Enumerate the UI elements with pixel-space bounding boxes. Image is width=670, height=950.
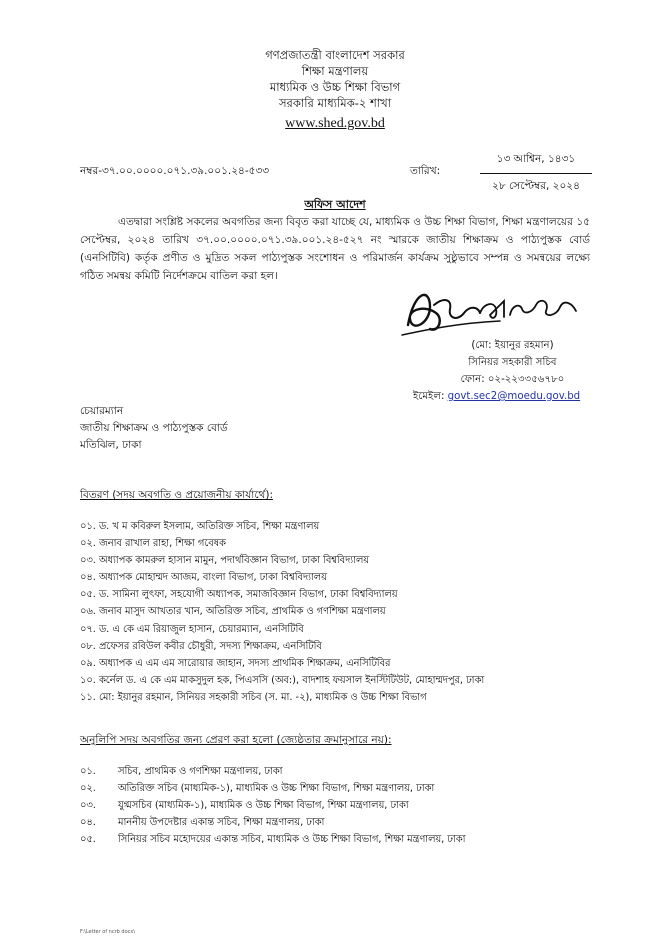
signatory-email-line <box>413 388 590 405</box>
item-number: ০২. <box>80 783 96 795</box>
item-number: ০১. <box>80 766 96 777</box>
list-item: ০৯. অধ্যাপক এ এম এম সারোয়ার জাহান, সদস্য প্রাথমিক শিক্ষাক্রম, এনসিটিবির <box>80 657 391 669</box>
copy-list <box>80 763 465 848</box>
list-item: ০৪. অধ্যাপক মোহাম্মদ আজম, বাংলা বিভাগ, ঢাকা বিশ্ববিদ্যালয় <box>80 572 327 584</box>
recipient-address: মতিঝিল, ঢাকা <box>80 439 142 451</box>
letterhead <box>0 47 670 135</box>
list-item: ০৫. ড. সামিনা লুৎফা, সহযোগী অধ্যাপক, সমাজবিজ্ঞান বিভাগ, ঢাকা বিশ্ববিদ্যালয় <box>80 589 398 601</box>
item-number: ০৫. <box>80 834 96 846</box>
item-text: মাননীয় উপদেষ্টার একান্ত সচিব, শিক্ষা মন্ত্রণালয়, ঢাকা <box>118 817 325 829</box>
list-item: ০৩. অধ্যাপক কামরুল হাসান মামুন, পদার্থবিজ্ঞান বিভাগ, ঢাকা বিশ্ববিদ্যালয় <box>80 555 370 567</box>
item-text: সিনিয়র সচিব মহোদয়ের একান্ত সচিব, মাধ্যমিক ও উচ্চ শিক্ষা বিভাগ, শিক্ষা মন্ত্রণালয়, ঢাকা <box>118 834 466 846</box>
item-text: যুগ্মসচিব (মাধ্যমিক-১), মাধ্যমিক ও উচ্চ শিক্ষা বিভাগ, শিক্ষা মন্ত্রণালয়, ঢাকা <box>118 800 409 812</box>
signatory-designation: সিনিয়র সহকারী সচিব <box>468 357 557 368</box>
signatory-name: (মো: ইয়ানুর রহমান) <box>471 340 554 351</box>
list-item <box>80 780 465 797</box>
date-block <box>480 152 592 196</box>
list-item: ০৮. প্রফেসর রবিউল কবীর চৌধুরী, সদস্য শিক্ষাক্রম, এনসিটিবি <box>80 640 322 652</box>
order-body: এতদ্বারা সংশ্লিষ্ট সকলের অবগতির জন্য বিবৃত করা যাচ্ছে যে, মাধ্যমিক ও উচ্চ শিক্ষা বিভাগ, শিক্ষা মন্ত্রণালয়ের ১৫ সেপ্টেম্বর, ২০২৪ তারিখ ৩৭.০০.০০০০.০৭১.৩৯.০০১.২৪-৫২৭ নং স্মারকে জাতীয় শিক্ষাক্রম ও পাঠ্যপুস্তক বোর্ড (এনসিটিবি) কর্তৃক প্রণীত ও মুদ্রিত সকল পাঠ্যপুস্তক সংশোধন ও পরিমার্জন কার্যক্রম সুষ্ঠুভাবে সম্পন্ন ও সমন্বয়ের লক্ষ্যে গঠিত সমন্বয় কমিটি নির্দেশক্রমে বাতিল করা হল। <box>80 216 590 282</box>
item-number: ০৪. <box>80 817 96 829</box>
date-english: ২৮ সেপ্টেম্বর, ২০২৪ <box>492 180 580 192</box>
distribution-list <box>80 518 484 706</box>
signatory-phone: ফোন: ০২-২২৩৩৫৬৭৮০ <box>460 374 565 385</box>
list-item <box>80 763 465 780</box>
item-text: অতিরিক্ত সচিব (মাধ্যমিক-১), মাধ্যমিক ও উচ্চ শিক্ষা বিভাগ, শিক্ষা মন্ত্রণালয়, ঢাকা <box>118 783 435 795</box>
item-text: সচিব, প্রাথমিক ও গণশিক্ষা মন্ত্রণালয়, ঢাকা <box>118 766 283 777</box>
list-item: ০৭. ড. এ কে এম রিয়াজুল হাসান, চেয়ারম্যান, এনসিটিবি <box>80 623 304 635</box>
govt-name: গণপ্রজাতন্ত্রী বাংলাদেশ সরকার <box>265 48 405 62</box>
email-link[interactable]: govt.sec2@moedu.gov.bd <box>447 391 581 402</box>
signature-scribble <box>400 283 590 343</box>
distribution-title: বিতরণ (সদয় অবগতি ও প্রয়োজনীয় কার্যার্থে): <box>80 489 273 501</box>
date-label: তারিখ: <box>410 165 441 177</box>
file-path-footer: F:\Letter of ncrb docx\ <box>80 929 136 935</box>
item-number: ০৩. <box>80 800 96 812</box>
recipient-title: চেয়ারম্যান <box>80 405 124 417</box>
branch-name: সরকারি মাধ্যমিক-২ শাখা <box>278 96 392 110</box>
recipient-org: জাতীয় শিক্ষাক্রম ও পাঠ্যপুস্তক বোর্ড <box>80 422 228 434</box>
office-order-title: অফিস আদেশ <box>304 198 366 211</box>
division-name: মাধ্যমিক ও উচ্চ শিক্ষা বিভাগ <box>269 80 401 94</box>
recipient-block <box>80 403 228 454</box>
memo-number: নম্বর-৩৭.০০.০০০০.০৭১.৩৯.০০১.২৪-৫৩৩ <box>80 165 270 177</box>
website-link[interactable]: www.shed.gov.bd <box>285 116 385 131</box>
copy-title: অনুলিপি সদয় অবগতির জন্য প্রেরণ করা হলো (জ্যেষ্ঠতার ক্রমানুসারে নয়): <box>80 734 392 746</box>
list-item: ১০. কর্নেল ড. এ কে এম মাকসুদুল হক, পিএসসি (অব:), বাদশাহ ফয়সাল ইনস্টিটিউট, মোহাম্মদপুর, ঢাকা <box>80 674 485 686</box>
list-item <box>80 797 465 814</box>
list-item: ০১. ড. খ ম কবিরুল ইসলাম, অতিরিক্ত সচিব, শিক্ষা মন্ত্রণালয় <box>80 521 320 532</box>
signatory-block <box>413 337 590 405</box>
list-item <box>80 831 465 848</box>
list-item: ০৬. জনাব মাসুদ আখতার খান, অতিরিক্ত সচিব, প্রাথমিক ও গণশিক্ষা মন্ত্রণালয় <box>80 606 386 618</box>
date-bangla: ১৩ আশ্বিন, ১৪৩১ <box>480 152 592 174</box>
email-label: ইমেইল: <box>413 391 445 402</box>
list-item <box>80 814 465 831</box>
list-item: ১১. মো: ইয়ানুর রহমান, সিনিয়র সহকারী সচিব (স. মা. -২), মাধ্যমিক ও উচ্চ শিক্ষা বিভাগ <box>80 691 427 703</box>
ministry-name: শিক্ষা মন্ত্রণালয় <box>301 64 369 78</box>
list-item: ০২. জনাব রাখাল রাহা, শিক্ষা গবেষক <box>80 538 226 550</box>
